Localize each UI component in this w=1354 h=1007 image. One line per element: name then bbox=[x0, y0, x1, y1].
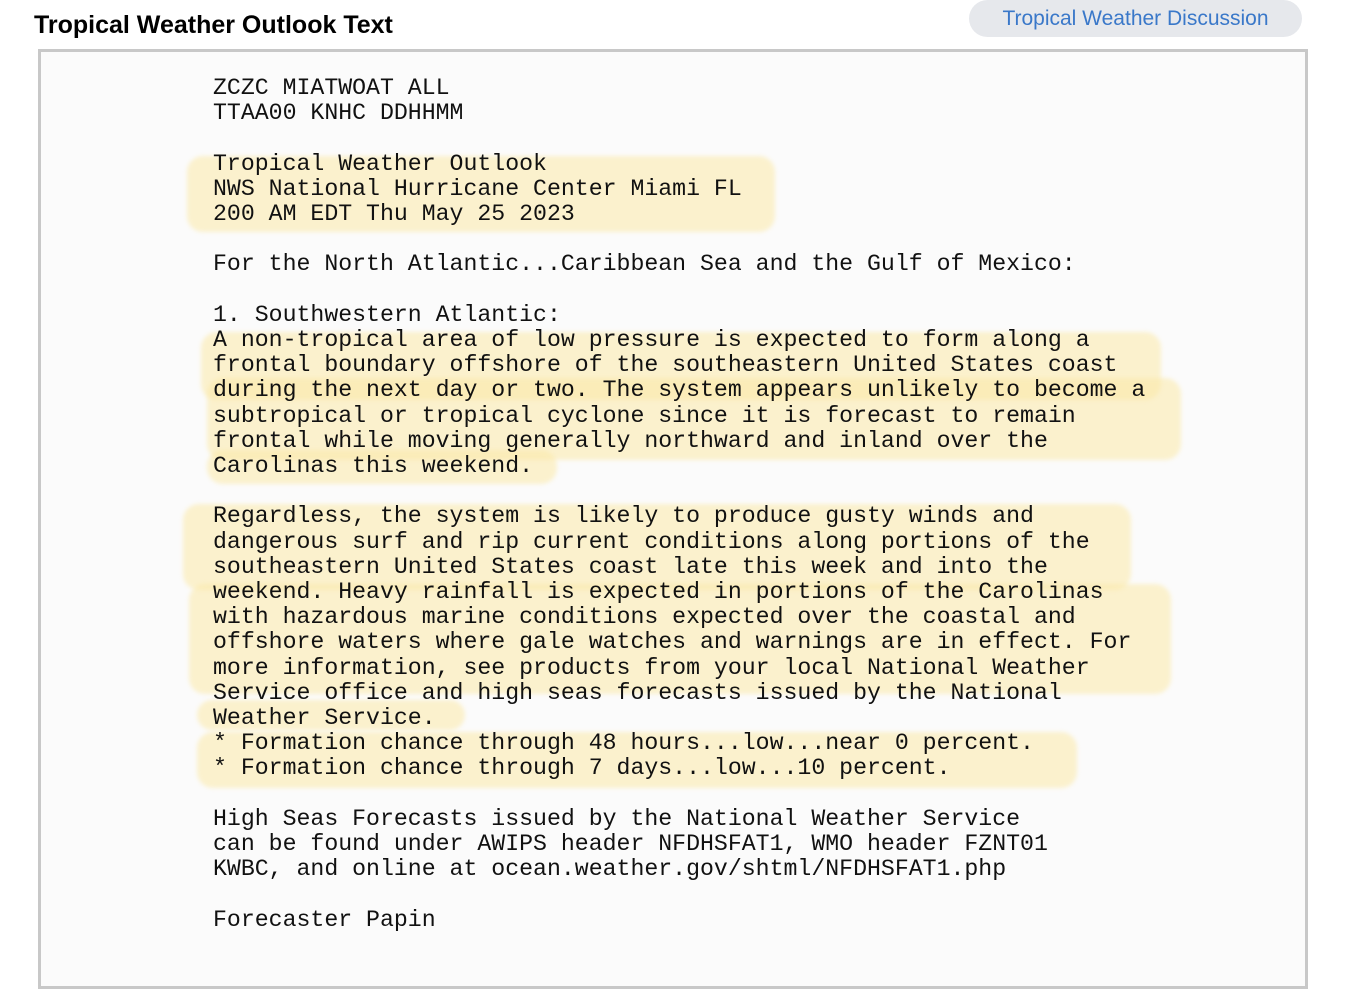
outlook-line: dangerous surf and rip current conditions along portions of the bbox=[213, 528, 1090, 555]
outlook-line: KWBC, and online at ocean.weather.gov/shtml/NFDHSFAT1.php bbox=[213, 856, 1007, 883]
outlook-line: TTAA00 KNHC DDHHMM bbox=[213, 100, 464, 127]
outlook-line: can be found under AWIPS header NFDHSFAT1, WMO header FZNT01 bbox=[213, 831, 1048, 858]
outlook-line: more information, see products from your local National Weather bbox=[213, 654, 1090, 681]
outlook-line: High Seas Forecasts issued by the National Weather Service bbox=[213, 805, 1021, 832]
outlook-line: Forecaster Papin bbox=[213, 906, 436, 933]
outlook-line: For the North Atlantic...Caribbean Sea and the Gulf of Mexico: bbox=[213, 251, 1076, 278]
outlook-line: weekend. Heavy rainfall is expected in portions of the Carolinas bbox=[213, 579, 1104, 606]
outlook-line: NWS National Hurricane Center Miami FL bbox=[213, 175, 742, 202]
outlook-line: subtropical or tropical cyclone since it is forecast to remain bbox=[213, 402, 1076, 429]
outlook-line: * Formation chance through 7 days...low...10 percent. bbox=[213, 755, 951, 782]
outlook-line: Tropical Weather Outlook bbox=[213, 150, 547, 177]
outlook-line: A non-tropical area of low pressure is expected to form along a bbox=[213, 327, 1090, 354]
outlook-line: 200 AM EDT Thu May 25 2023 bbox=[213, 201, 575, 228]
outlook-line: * Formation chance through 48 hours...low...near 0 percent. bbox=[213, 730, 1034, 757]
page-title: Tropical Weather Outlook Text bbox=[34, 11, 393, 39]
outlook-text bbox=[213, 76, 1145, 933]
outlook-text-box bbox=[38, 49, 1308, 989]
outlook-line: offshore waters where gale watches and warnings are in effect. For bbox=[213, 629, 1132, 656]
outlook-line: ZCZC MIATWOAT ALL bbox=[213, 75, 450, 101]
outlook-line: frontal boundary offshore of the southeastern United States coast bbox=[213, 352, 1118, 379]
outlook-line: during the next day or two. The system appears unlikely to become a bbox=[213, 377, 1146, 404]
tropical-weather-discussion-link[interactable]: Tropical Weather Discussion bbox=[969, 0, 1302, 37]
outlook-line: Service office and high seas forecasts issued by the National bbox=[213, 679, 1062, 706]
outlook-line: with hazardous marine conditions expected over the coastal and bbox=[213, 604, 1076, 631]
outlook-line: 1. Southwestern Atlantic: bbox=[213, 301, 561, 328]
outlook-line: frontal while moving generally northward and inland over the bbox=[213, 427, 1048, 454]
outlook-line: Weather Service. bbox=[213, 705, 436, 732]
outlook-line: Carolinas this weekend. bbox=[213, 453, 534, 480]
outlook-line: southeastern United States coast late this week and into the bbox=[213, 553, 1048, 580]
outlook-line: Regardless, the system is likely to produce gusty winds and bbox=[213, 503, 1034, 530]
